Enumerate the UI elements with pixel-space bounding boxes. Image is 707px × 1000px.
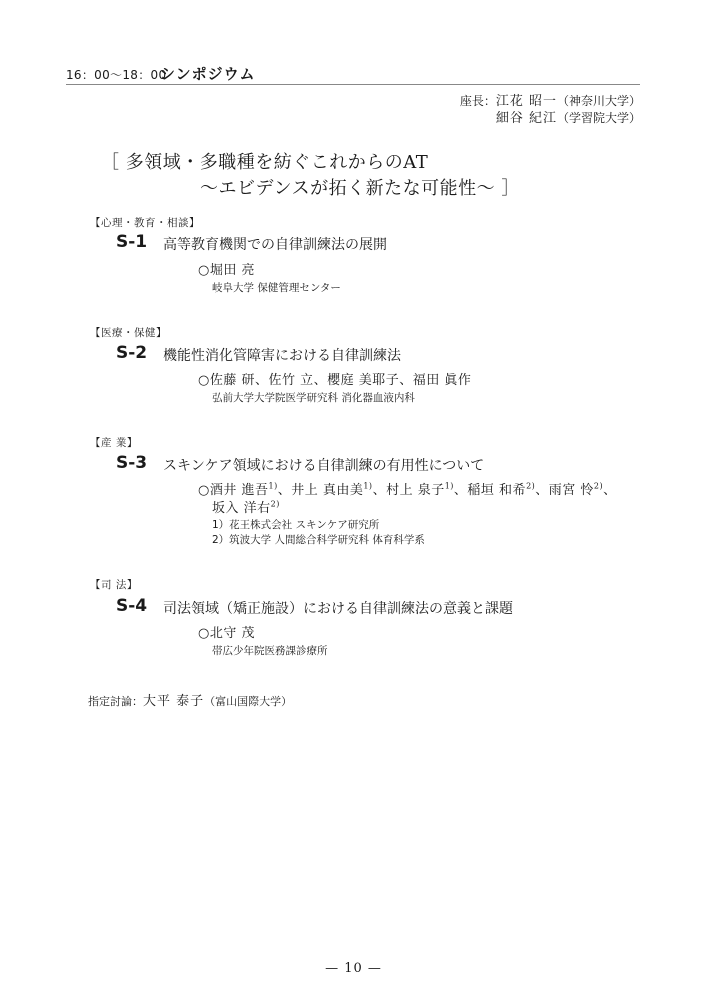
session-authors: ○佐藤 研、佐竹 立、櫻庭 美耶子、福田 眞作	[198, 373, 472, 388]
chair-2-name: 細谷 紀江	[495, 111, 557, 126]
category-label: 【心理・教育・相談】	[90, 217, 200, 229]
session-time: 16：00～18：00	[66, 68, 167, 82]
author-name: 坂入 洋右	[212, 501, 271, 516]
author-separator: 、	[603, 483, 617, 498]
chair-2-affiliation: （学習院大学）	[556, 111, 641, 125]
session-title: 司法領域（矯正施設）における自律訓練法の意義と課題	[163, 601, 513, 617]
session-affiliation: 1）花王株式会社 スキンケア研究所	[212, 519, 380, 531]
author-name: ○酒井 進吾	[198, 483, 269, 498]
chair-2	[496, 107, 641, 126]
author-affil-mark: 2)	[593, 481, 604, 491]
session-affiliation: 帯広少年院医務課診療所	[212, 645, 328, 657]
session-code: S-1	[116, 232, 148, 252]
author-affil-mark: 2)	[270, 499, 280, 509]
page-number: — 10 —	[325, 961, 382, 976]
session-affiliation: 岐阜大学 保健管理センター	[212, 282, 341, 294]
section-title: シンポジウム	[160, 65, 256, 83]
session-affiliation: 弘前大学大学院医学研究科 消化器血液内科	[212, 392, 415, 404]
author-name: 、村上 泉子	[372, 483, 445, 498]
session-title: 機能性消化管障害における自律訓練法	[163, 348, 401, 364]
symposium-title-line-2: ～エビデンスが拓く新たな可能性～ ］	[200, 178, 520, 199]
session-authors-line-2	[212, 497, 280, 516]
category-label: 【医療・保健】	[90, 327, 167, 339]
chair-1-name: 江花 昭一	[495, 94, 557, 109]
author-name: 、井上 真由美	[277, 483, 364, 498]
discussant-name: 大平 泰子	[143, 694, 205, 709]
session-code: S-4	[116, 596, 148, 616]
chair-label: 座長：	[459, 94, 496, 108]
category-label: 【産 業】	[90, 437, 138, 449]
header-rule	[66, 84, 640, 85]
symposium-title-line-1: ［ 多領域・多職種を紡ぐこれからのAT	[101, 152, 429, 173]
author-affil-mark: 2)	[526, 481, 536, 491]
discussant-affiliation: （富山国際大学）	[204, 695, 293, 708]
discussant-label: 指定討論：	[88, 695, 143, 708]
session-affiliation: 2）筑波大学 人間総合科学研究科 体育科学系	[212, 534, 425, 546]
category-label: 【司 法】	[90, 579, 138, 591]
session-code: S-3	[116, 453, 148, 473]
author-name: 、稲垣 和希	[453, 483, 527, 498]
author-affil-mark: 1)	[268, 481, 278, 491]
author-affil-mark: 1)	[363, 481, 373, 491]
session-authors: ○堀田 亮	[198, 263, 255, 278]
session-code: S-2	[116, 343, 148, 363]
author-affil-mark: 1)	[444, 481, 454, 491]
session-authors-line-1	[198, 479, 617, 498]
session-title: 高等教育機関での自律訓練法の展開	[163, 237, 387, 253]
designated-discussant	[88, 690, 292, 709]
author-name: 、雨宮 怜	[535, 483, 594, 498]
chair-1-affiliation: （神奈川大学）	[556, 94, 641, 108]
session-title: スキンケア領域における自律訓練の有用性について	[163, 458, 485, 474]
session-authors: ○北守 茂	[198, 626, 255, 641]
